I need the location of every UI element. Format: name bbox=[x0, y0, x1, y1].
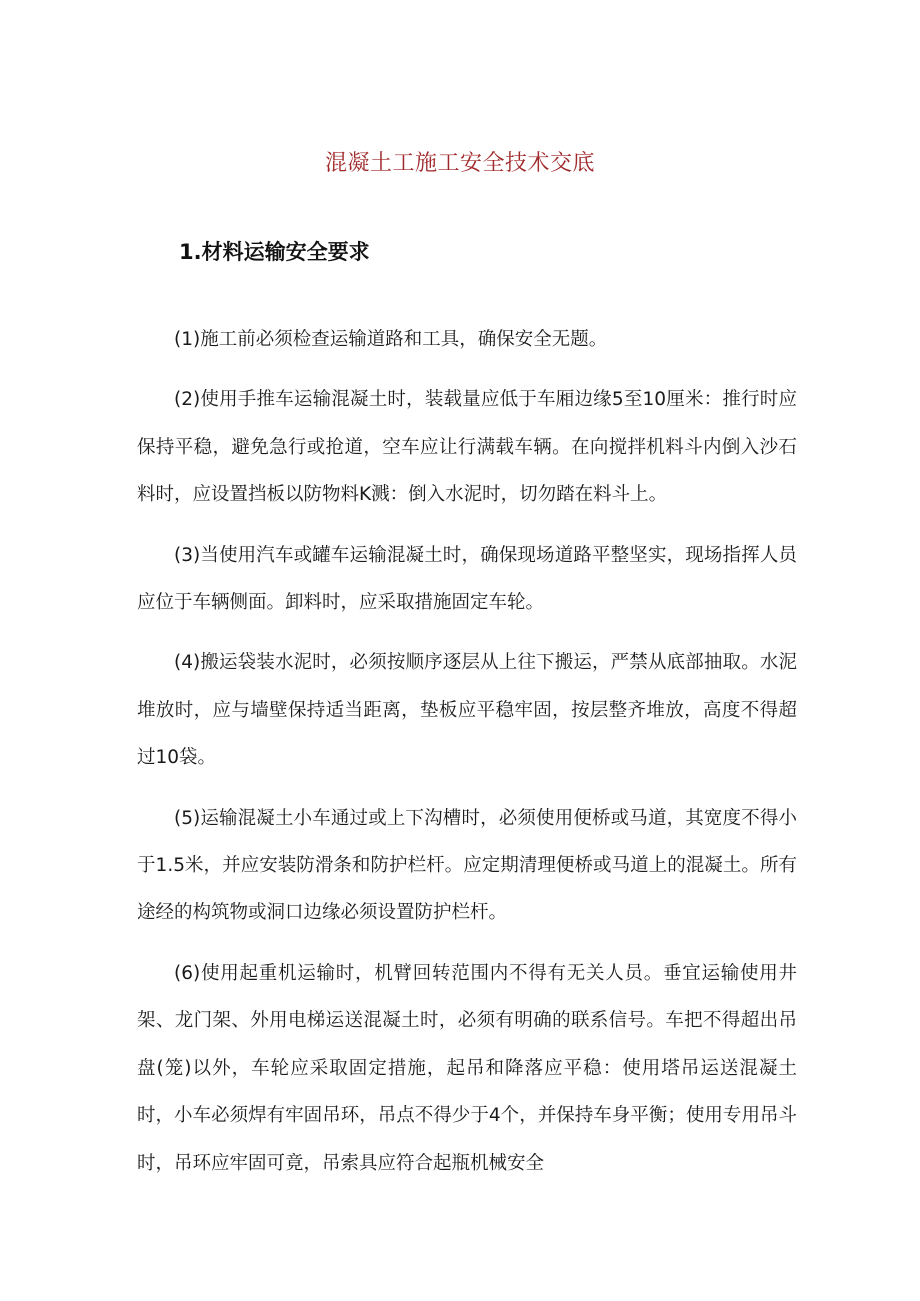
paragraph-5: (5)运输混凝土小车通过或上下沟槽时，必须使用便桥或马道，其宽度不得小于1.5米，并应安装防滑条和防护栏杆。应定期清理便桥或马道上的混凝土。所有途经的构筑物或洞口边缘必须设置防护栏杆。 bbox=[137, 807, 797, 924]
paragraph-1: (1)施工前必须检查运输道路和工具，确保安全无题。 bbox=[174, 329, 608, 350]
section-heading: 1.材料运输安全要求 bbox=[179, 240, 370, 264]
paragraph-3: (3)当使用汽车或罐车运输混凝土时，确保现场道路平整坚实，现场指挥人员应位于车辆侧面。卸料时，应采取措施固定车轮。 bbox=[137, 544, 797, 614]
document-title: 混凝土工施工安全技术交底 bbox=[324, 151, 595, 176]
paragraph-4: (4)搬运袋装水泥时，必须按顺序逐层从上往下搬运，严禁从底部抽取。水泥堆放时，应与墙壁保持适当距离，垫板应平稳牢固，按层整齐堆放，高度不得超过10袋。 bbox=[137, 652, 797, 769]
section-body bbox=[137, 316, 797, 1200]
paragraph-6: (6)使用起重机运输时，机臂回转范围内不得有无关人员。垂宜运输使用井架、龙门架、外用电梯运送混凝土时，必须有明确的联系信号。车把不得超出吊盘(笼)以外，车轮应采取固定措施，起吊和降落应平稳：使用塔吊运送混凝土时，小车必须焊有牢固吊环，吊点不得少于4个，并保持车身平衡；使用专用吊斗时，吊环应牢固可竟，吊索具应符合起瓶机械安全 bbox=[137, 962, 797, 1174]
paragraph-2: (2)使用手推车运输混凝土时，装载量应低于车厢边缘5至10厘米：推行时应保持平稳，避免急行或抢道，空车应让行满载车辆。在向搅拌机料斗内倒入沙石料时，应设置挡板以防物料K溅：倒入水泥时，切勿踏在料斗上。 bbox=[137, 389, 797, 506]
